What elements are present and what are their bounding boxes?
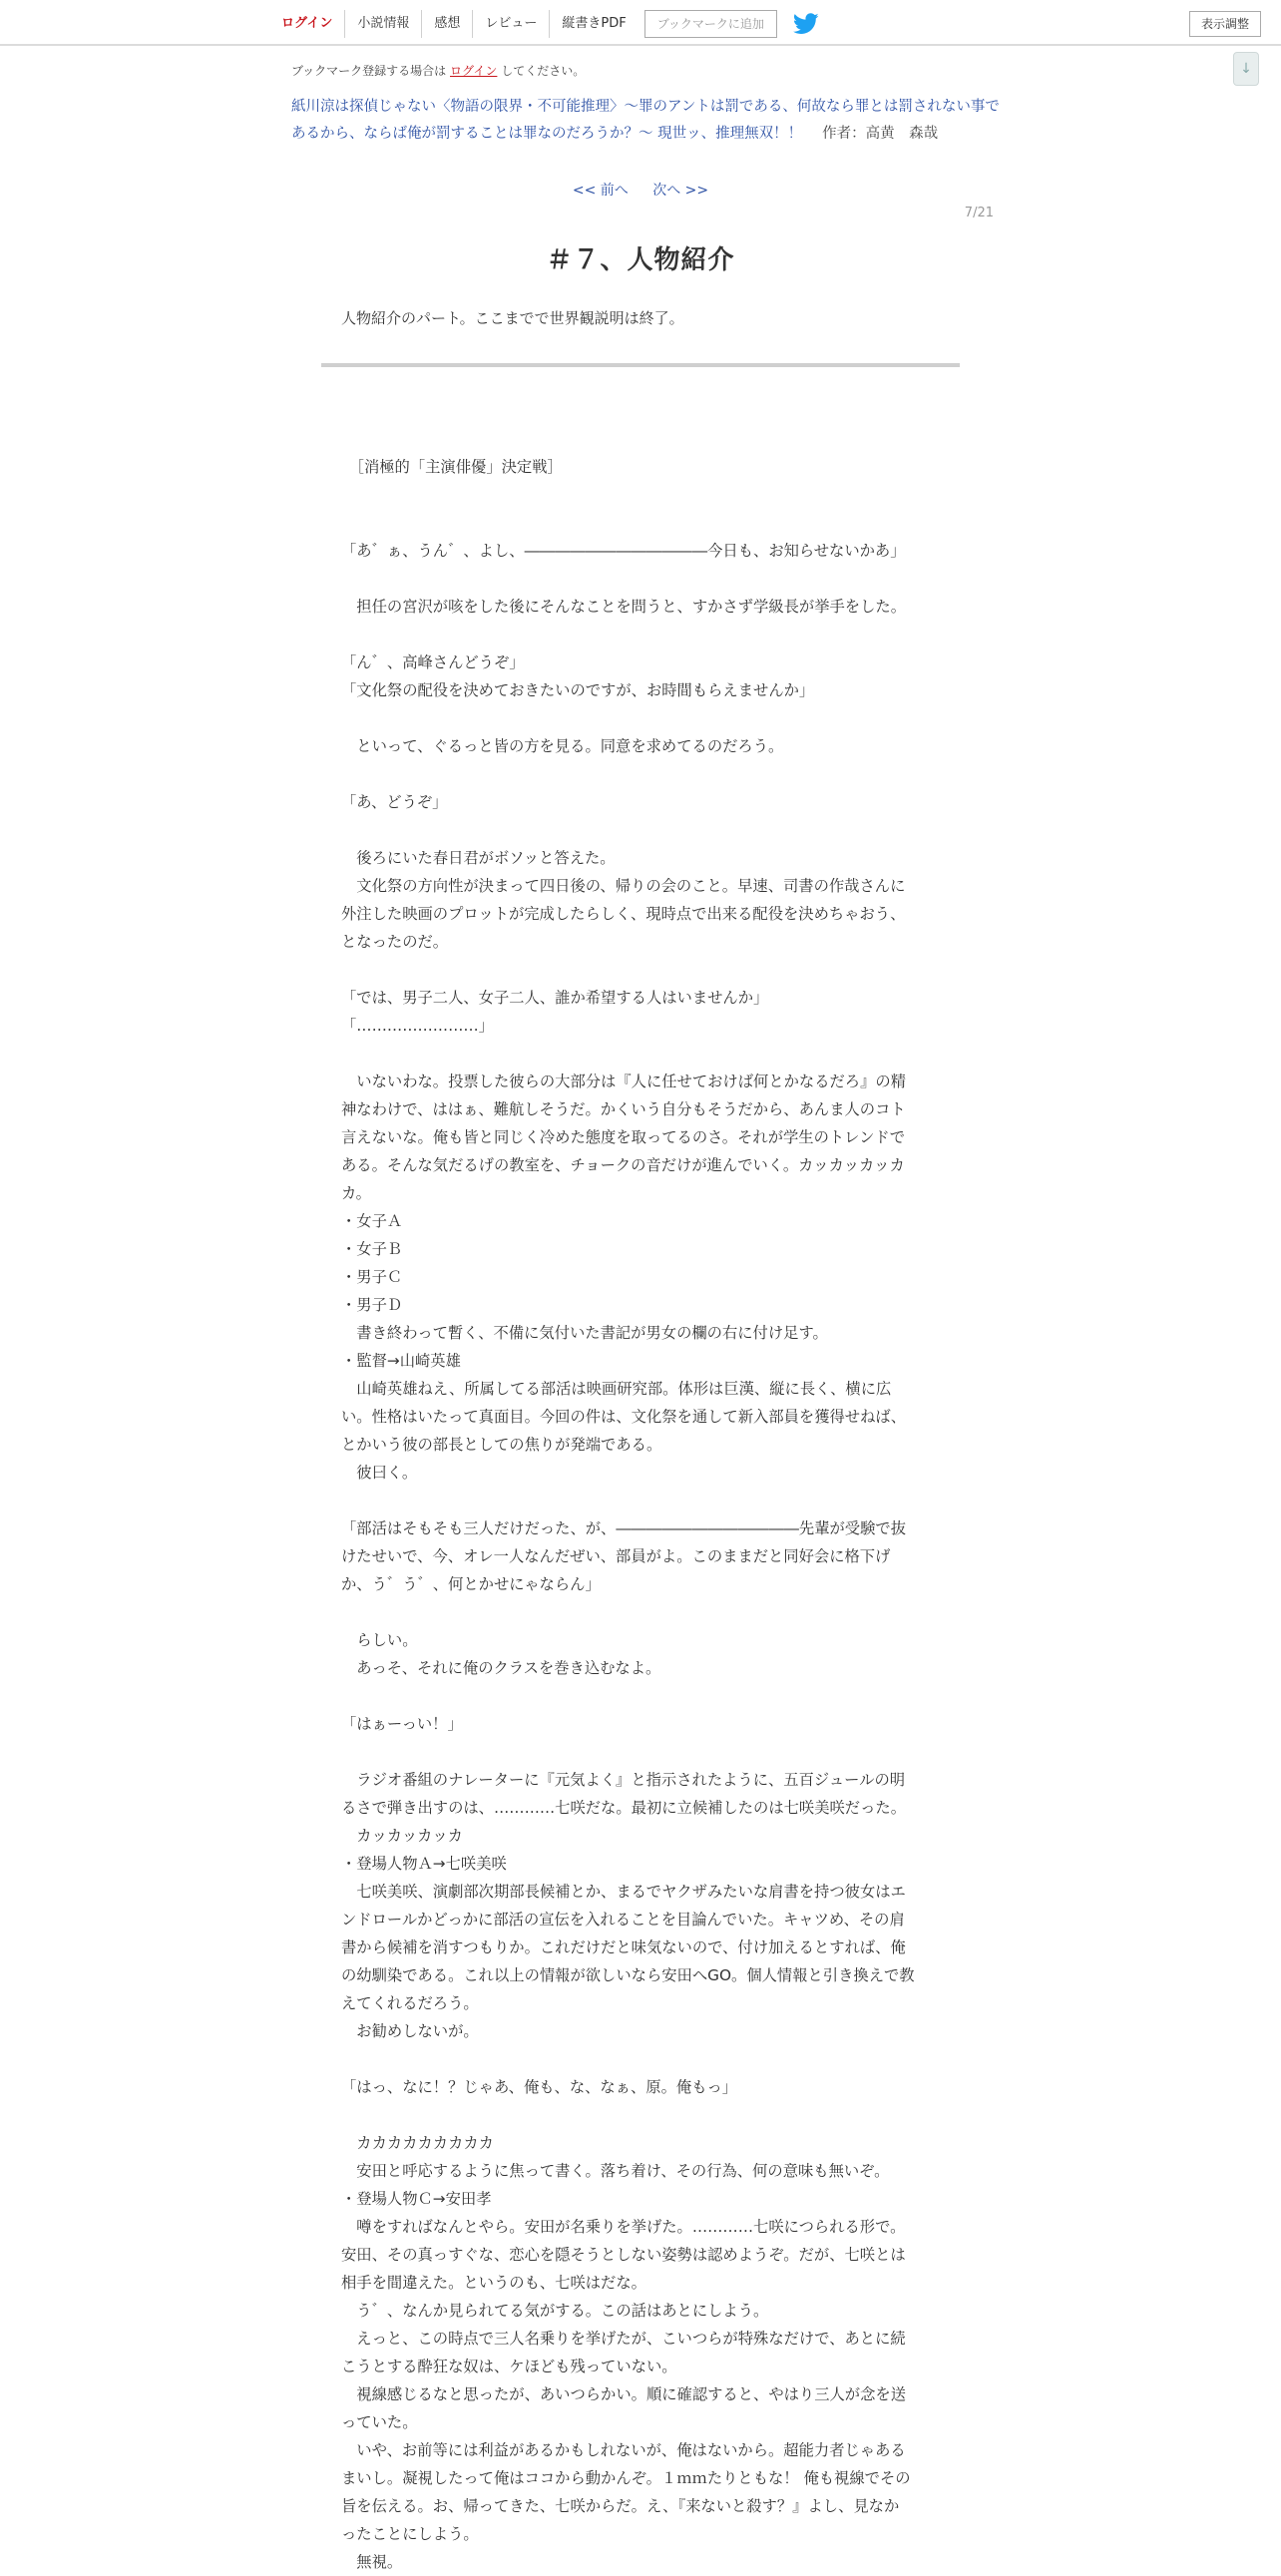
body-line: ある。そんな気だるげの教室を、チョークの音だけが進んでいく。カッカッカッカ <box>341 1156 905 1174</box>
body-line <box>341 1682 942 1710</box>
body-line: ・男子Ｄ <box>341 1296 403 1314</box>
top-nav-bar <box>0 0 1281 46</box>
body-line: けたせいで、今、オレ一人なんだぜい、部員がよ。このままだと同好会に格下げ <box>341 1547 891 1565</box>
body-line: 噂をすればなんとやら。安田が名乗りを挙げた。…………七咲につられる形で。 <box>341 2218 906 2236</box>
body-line: 無視。 <box>341 2553 403 2571</box>
body-line: ラジオ番組のナレーターに『元気よく』と指示されたように、五百ジュールの明 <box>341 1771 906 1789</box>
nav-vertical-pdf-link[interactable]: 縦書きPDF <box>562 16 627 31</box>
body-line: となったのだ。 <box>341 933 449 951</box>
body-line <box>341 621 942 648</box>
body-line: ・女子Ａ <box>341 1212 403 1230</box>
body-line: ・監督→山崎英雄 <box>341 1352 461 1370</box>
body-line: 山崎英雄ねえ、所属してる部活は映画研究部。体形は巨漢、縦に長く、横に広 <box>341 1380 892 1398</box>
body-line: ・登場人物Ｃ→安田孝 <box>341 2190 492 2208</box>
body-line: 彼曰く。 <box>341 1464 418 1482</box>
body-line: 安田と呼応するように焦って書く。落ち着け、その行為、何の意味も無いぞ。 <box>341 2162 890 2180</box>
bookmark-login-note <box>291 62 585 79</box>
body-line: か、う゛う゛、何とかせにゃならん」 <box>341 1575 601 1593</box>
body-line <box>341 704 942 732</box>
display-settings-button[interactable]: 表示調整 <box>1189 11 1261 37</box>
body-line <box>341 481 942 509</box>
body-line: 書から候補を消すつもりか。これだけだと味気ないので、付け加えるとすれば、俺 <box>341 1938 906 1956</box>
body-line <box>341 425 942 453</box>
body-line: あっそ、それに俺のクラスを巻き込むなよ。 <box>341 1659 661 1677</box>
body-line: 文化祭の方向性が決まって四日後の、帰りの会のこと。早速、司書の作哉さんに <box>341 877 906 895</box>
body-line: お勧めしないが。 <box>341 2022 479 2040</box>
body-line <box>341 1487 942 1514</box>
body-line: 「あ゛ぁ、うん゛、よし、――――――――――――今日も、お知らせないかあ」 <box>341 542 906 560</box>
body-line: ったことにしよう。 <box>341 2525 479 2543</box>
body-line: 安田、その真っすぐな、恋心を隠そうとしない姿勢は認めようぞ。だが、七咲とは <box>341 2246 906 2264</box>
body-line: まいし。凝視したって俺はココから動かんぞ。１ｍｍたりともな！ 俺も視線でその <box>341 2469 911 2487</box>
novel-title-block <box>291 94 1002 148</box>
body-line: 「ん゛、高峰さんどうぞ」 <box>341 653 525 671</box>
body-line: えっと、この時点で三人名乗りを挙げたが、こいつらが特殊なだけで、あとに続 <box>341 2330 906 2348</box>
chapter-title: ＃７、人物紹介 <box>546 245 735 275</box>
body-line: 「……………………」 <box>341 1017 494 1035</box>
body-line: 視線感じるなと思ったが、あいつらかい。順に確認すると、やはり三人が念を送 <box>341 2385 906 2403</box>
author-name: 作者：高黄 森哉 <box>822 126 939 142</box>
nav-novel-info-link[interactable]: 小説情報 <box>345 10 422 38</box>
body-line: カカカカカカカカカ <box>341 2134 494 2152</box>
body-line: ・女子Ｂ <box>341 1240 403 1258</box>
body-line: 担任の宮沢が咳をした後にそんなことを問うと、すかさず学級長が挙手をした。 <box>341 598 906 616</box>
body-line: 旨を伝える。お、帰ってきた、七咲からだ。え、『来ないと殺す？』よし、見なか <box>341 2497 900 2515</box>
body-line <box>341 565 942 593</box>
body-line <box>341 509 942 537</box>
body-line <box>341 2101 942 2129</box>
body-line: こうとする酔狂な奴は、ケほども残っていない。 <box>341 2358 677 2375</box>
body-line: いや、お前等には利益があるかもしれないが、俺はないから。超能力者じゃある <box>341 2441 906 2459</box>
twitter-icon[interactable] <box>793 13 819 35</box>
body-line: 「あ、どうぞ」 <box>341 793 448 811</box>
body-line <box>341 1738 942 1766</box>
body-line: ・登場人物Ａ→七咲美咲 <box>341 1855 507 1873</box>
body-line: 言えないな。俺も皆と同じく冷めた態度を取ってるのさ。それが学生のトレンドで <box>341 1128 905 1146</box>
body-line: いないわな。投票した彼らの大部分は『人に任せておけば何とかなるだろ』の精 <box>341 1073 906 1090</box>
bookmark-add-button[interactable]: ブックマークに追加 <box>644 10 777 38</box>
chapter-body <box>341 425 942 2576</box>
prev-page-link[interactable]: << 前へ <box>572 183 629 199</box>
body-line: ［消極的「主演俳優」決定戦］ <box>341 458 563 476</box>
login-note-link[interactable]: ログイン <box>450 64 498 78</box>
body-line <box>341 760 942 788</box>
login-note-prefix: ブックマーク登録する場合は <box>291 64 447 78</box>
body-line: 後ろにいた春日君がボソッと答えた。 <box>341 849 616 867</box>
body-line: とかいう彼の部長としての焦りが発端である。 <box>341 1436 662 1454</box>
nav-menu <box>271 9 819 39</box>
body-line <box>341 1040 942 1068</box>
body-line: い。性格はいたって真面目。今回の件は、文化祭を通して新入部員を獲得せねば、 <box>341 1408 906 1426</box>
pager <box>0 180 1281 200</box>
body-line: う゛、なんか見られてる気がする。この話はあとにしよう。 <box>341 2302 769 2320</box>
body-line: カッカッカッカ <box>341 1827 463 1845</box>
body-line: 神なわけで、ははぁ、難航しそうだ。かくいう自分もそうだから、あんま人のコト <box>341 1100 906 1118</box>
body-line: 七咲美咲、演劇部次期部長候補とか、まるでヤクザみたいな肩書を持つ彼女はエ <box>341 1883 906 1901</box>
body-line: ・男子Ｃ <box>341 1268 403 1286</box>
body-line: 「では、男子二人、女子二人、誰か希望する人はいませんか」 <box>341 989 769 1007</box>
body-line: の幼馴染である。これ以上の情報が欲しいなら安田へGO。個人情報と引き換えで教 <box>341 1966 915 1984</box>
body-line: 「部活はそもそも三人だけだった、が、――――――――――――先輩が受験で抜 <box>341 1519 906 1537</box>
preface-divider <box>321 363 960 367</box>
body-line <box>341 1598 942 1626</box>
login-note-suffix: してください。 <box>501 64 586 78</box>
nav-login-link[interactable]: ログイン <box>271 10 345 38</box>
novel-title-link[interactable]: 紙川涼は探偵じゃない〈物語の限界・不可能推理〉～罪のアントは罰である、何故なら罪とは罰されない事であるから、ならば俺が罰することは罪なのだろうか？～ 現世ッ、推理無双！！ <box>291 99 1000 142</box>
page-number: 7/21 <box>964 206 994 220</box>
body-line <box>341 2045 942 2073</box>
scroll-down-button[interactable]: ↓ <box>1233 52 1259 86</box>
nav-review-link[interactable]: レビュー <box>473 10 550 38</box>
body-line <box>341 816 942 844</box>
body-line <box>341 956 942 984</box>
body-line: 「はっ、なに！？じゃあ、俺も、な、なぁ、原。俺もっ」 <box>341 2078 738 2096</box>
body-line: 外注した映画のプロットが完成したらしく、現時点で出来る配役を決めちゃおう、 <box>341 905 906 923</box>
body-line: といって、ぐるっと皆の方を見る。同意を求めてるのだろう。 <box>341 737 784 755</box>
body-line: っていた。 <box>341 2413 418 2431</box>
chapter-preface: 人物紹介のパート。ここまでで世界観説明は終了。 <box>341 309 684 327</box>
body-line: らしい。 <box>341 1631 418 1649</box>
body-line: 「文化祭の配役を決めておきたいのですが、お時間もらえませんか」 <box>341 681 815 699</box>
body-line: 「はぁーっい！」 <box>341 1715 463 1733</box>
body-line: カ。 <box>341 1184 371 1202</box>
body-line: 書き終わって暫く、不備に気付いた書記が男女の欄の右に付け足す。 <box>341 1324 828 1342</box>
next-page-link[interactable]: 次へ >> <box>652 183 709 199</box>
body-line: 相手を間違えた。というのも、七咲はだな。 <box>341 2274 646 2292</box>
body-line: ンドロールかどっかに部活の宣伝を入れることを目論んでいた。キャツめ、その肩 <box>341 1911 905 1929</box>
body-line: るさで弾き出すのは、…………七咲だな。最初に立候補したのは七咲美咲だった。 <box>341 1799 906 1817</box>
nav-impressions-link[interactable]: 感想 <box>422 10 473 38</box>
body-line: えてくれるだろう。 <box>341 1994 479 2012</box>
